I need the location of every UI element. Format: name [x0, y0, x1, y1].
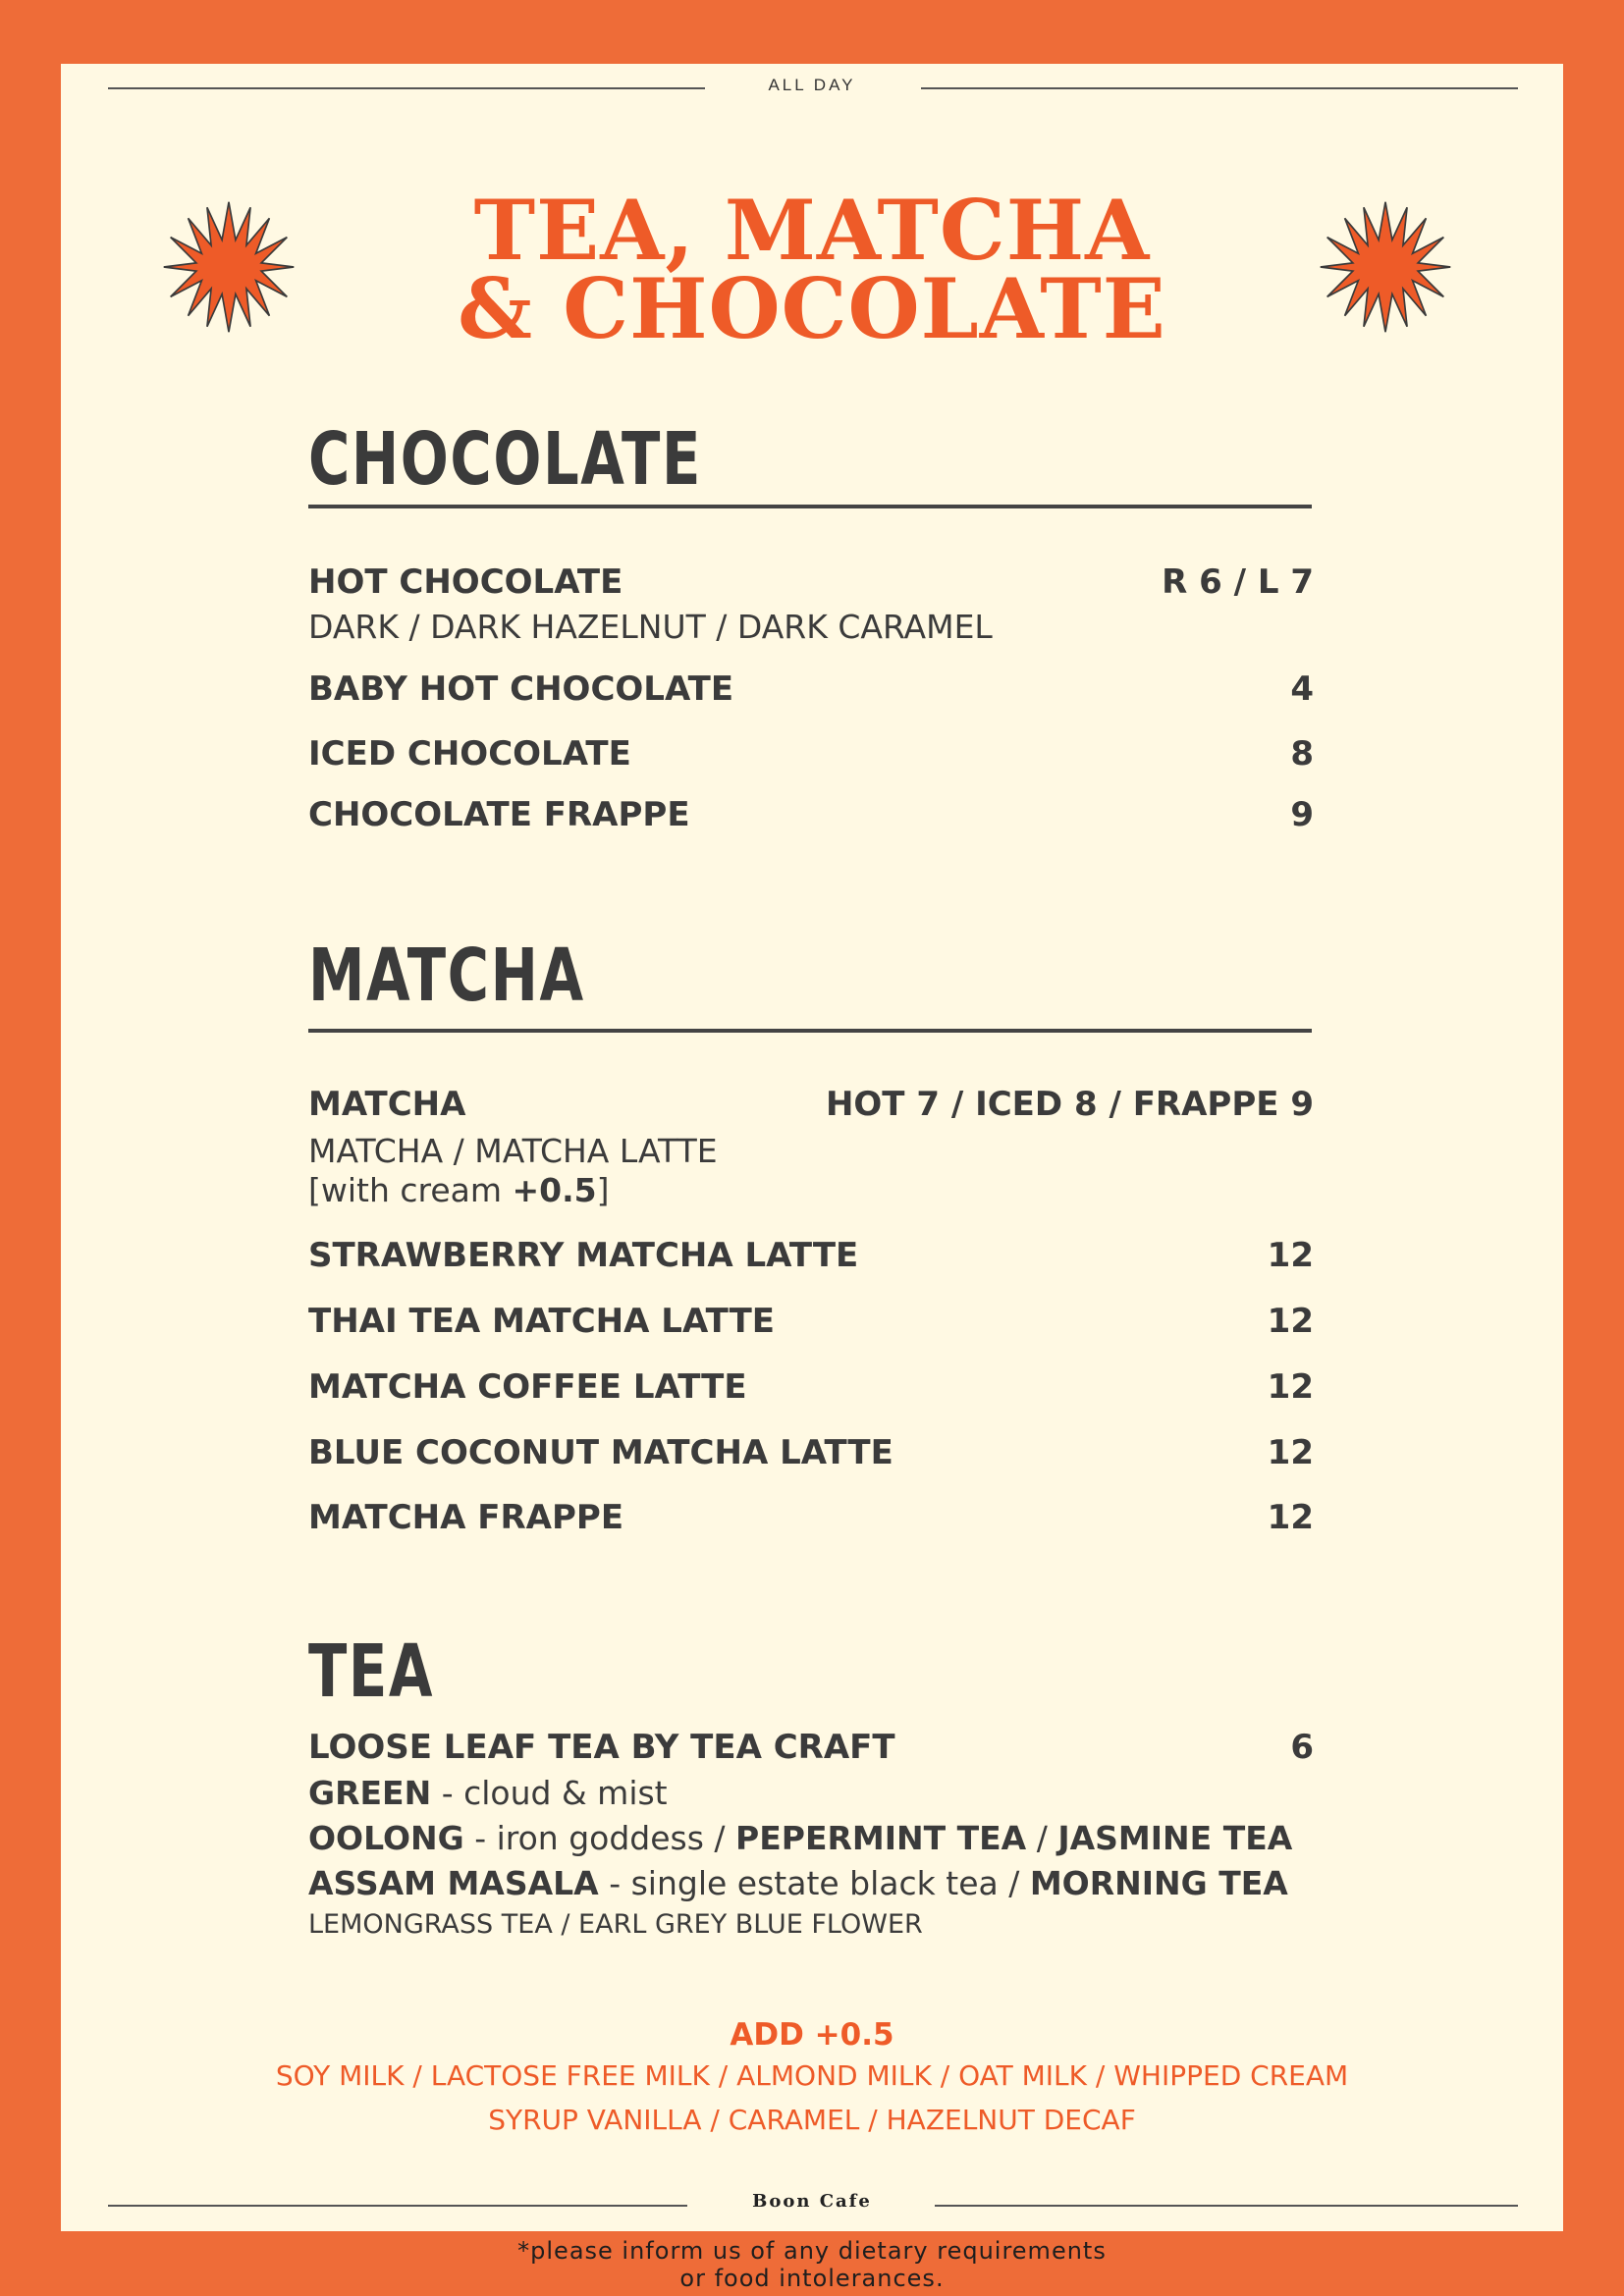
- addons-syrup: SYRUP VANILLA / CARAMEL / HAZELNUT DECAF: [488, 2104, 1136, 2136]
- item-description: DARK / DARK HAZELNUT / DARK CARAMEL: [308, 608, 993, 646]
- menu-page: [61, 64, 1563, 2231]
- item-name: MATCHA FRAPPE: [308, 1498, 624, 1537]
- cream-close: ]: [596, 1171, 610, 1209]
- item-price: 12: [1267, 1433, 1314, 1472]
- cream-price: +0.5: [512, 1171, 597, 1209]
- item-price: 4: [1290, 669, 1314, 709]
- section-heading-chocolate: CHOCOLATE: [308, 417, 702, 502]
- item-price: 9: [1290, 795, 1314, 834]
- item-name: LOOSE LEAF TEA BY TEA CRAFT: [308, 1728, 895, 1767]
- item-price: R 6 / L 7: [1162, 562, 1314, 602]
- menu-label: ALL DAY: [768, 76, 856, 94]
- item-description-cream: [308, 1171, 610, 1209]
- item-price: 12: [1267, 1367, 1314, 1407]
- brand-name: Boon Cafe: [752, 2191, 872, 2212]
- addons-title: ADD +0.5: [730, 2017, 894, 2053]
- dietary-note-line2: or food intolerances.: [679, 2265, 945, 2292]
- item-price: HOT 7 / ICED 8 / FRAPPE 9: [825, 1085, 1314, 1124]
- item-price: 12: [1267, 1236, 1314, 1275]
- dietary-note-line1: *please inform us of any dietary requirements: [517, 2237, 1107, 2265]
- section-rule-matcha: [308, 1029, 1312, 1033]
- tea-name: JASMINE TEA: [1057, 1819, 1293, 1857]
- section-heading-matcha: MATCHA: [308, 934, 585, 1018]
- tea-variety-line: [308, 1864, 1288, 1902]
- item-name: BABY HOT CHOCOLATE: [308, 669, 734, 709]
- tea-name: PEPERMINT TEA: [735, 1819, 1027, 1857]
- menu-title-line2: & CHOCOLATE: [458, 260, 1166, 357]
- addons-milk: SOY MILK / LACTOSE FREE MILK / ALMOND MILK / OAT MILK / WHIPPED CREAM: [275, 2059, 1349, 2092]
- dietary-note: [0, 2237, 1624, 2292]
- menu-title-line1: TEA, MATCHA: [473, 182, 1151, 279]
- tea-variety-line: [308, 1774, 668, 1812]
- item-name: HOT CHOCOLATE: [308, 562, 623, 602]
- tea-name: GREEN: [308, 1774, 432, 1812]
- item-name: MATCHA COFFEE LATTE: [308, 1367, 747, 1407]
- item-name: CHOCOLATE FRAPPE: [308, 795, 690, 834]
- tea-note: - iron goddess /: [463, 1819, 736, 1857]
- item-name: STRAWBERRY MATCHA LATTE: [308, 1236, 859, 1275]
- item-price: 6: [1290, 1728, 1314, 1767]
- section-heading-tea: TEA: [308, 1629, 435, 1714]
- tea-name: ASSAM MASALA: [308, 1864, 599, 1902]
- tea-note: - single estate black tea /: [598, 1864, 1030, 1902]
- item-price: 12: [1267, 1498, 1314, 1537]
- item-price: 8: [1290, 734, 1314, 774]
- tea-name: OOLONG: [308, 1819, 464, 1857]
- menu-title: [61, 182, 1563, 357]
- item-name: BLUE COCONUT MATCHA LATTE: [308, 1433, 893, 1472]
- tea-note: - cloud & mist: [431, 1774, 668, 1812]
- item-description: MATCHA / MATCHA LATTE: [308, 1132, 718, 1170]
- tea-name: MORNING TEA: [1029, 1864, 1288, 1902]
- item-price: 12: [1267, 1302, 1314, 1341]
- item-name: MATCHA: [308, 1085, 466, 1124]
- item-name: ICED CHOCOLATE: [308, 734, 631, 774]
- cream-label: [with cream: [308, 1171, 513, 1209]
- tea-separator: /: [1026, 1819, 1058, 1857]
- item-name: THAI TEA MATCHA LATTE: [308, 1302, 776, 1341]
- section-rule-chocolate: [308, 505, 1312, 508]
- tea-variety-line: LEMONGRASS TEA / EARL GREY BLUE FLOWER: [308, 1909, 923, 1940]
- tea-variety-line: [308, 1819, 1292, 1857]
